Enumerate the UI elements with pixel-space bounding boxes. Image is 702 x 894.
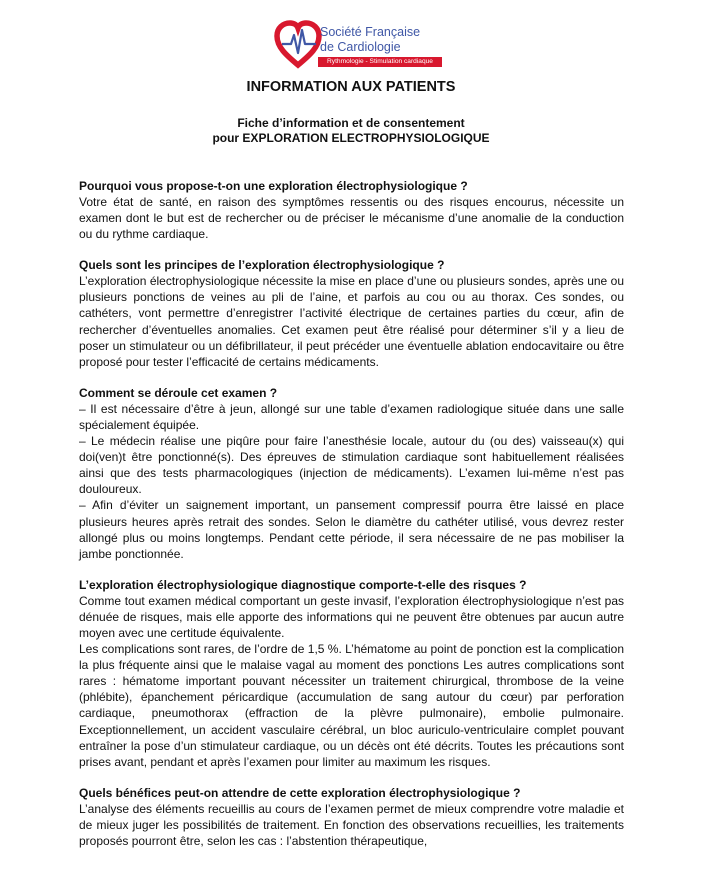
section-heading: L’exploration électrophysiologique diagnostique comporte-t-elle des risques ? <box>79 577 527 592</box>
section-heading: Quels bénéfices peut-on attendre de cette exploration électrophysiologique ? <box>79 785 521 800</box>
section-heading: Pourquoi vous propose-t-on une exploration électrophysiologique ? <box>79 179 468 193</box>
section-paragraph: L’exploration électrophysiologique nécessite la mise en place d’une ou plusieurs sondes, après une ou plusieurs ponctions de veines au pli de l’aine, et parfois au cou ou au thorax. Ces sondes, ou cathéters, vont permettre d’enregistrer l’activité électrique de certaines parties du cœur, afin de rechercher d’éventuelles anomalies. Cet examen peut être réalisé pour déterminer s’il y a lieu de poser un stimulateur ou un défibrillateur, il peut précéder une éventuelle ablation endocavitaire ou être proposé pour tester l’efficacité de certains médicaments. <box>79 274 624 369</box>
sfc-logo <box>274 20 440 70</box>
page-title: INFORMATION AUX PATIENTS <box>246 79 456 95</box>
section-paragraph: – Afin d’éviter un saignement important, un pansement compressif pourra être laissé en place plusieurs heures après retrait des sondes. Selon le diamètre du cathéter utilisé, vous devrez rester allongé plus ou moins longtemps. Pendant cette période, il sera nécessaire de ne pas mobiliser la jambe ponctionnée. <box>79 498 624 561</box>
section-paragraph: – Le médecin réalise une piqûre pour faire l’anesthésie locale, autour du (ou des) vaisseau(x) qui doi(ven)t être ponctionné(s). Des épreuves de stimulation cardiaque sont habituellement réalisées ainsi que des tests pharmacologiques (injection de médicaments). L’examen lui-même n’est pas douloureux. <box>79 434 624 497</box>
subtitle <box>0 116 702 146</box>
section-why <box>79 178 624 242</box>
heart-ecg-icon <box>274 20 322 70</box>
subtitle-line2: pour EXPLORATION ELECTROPHYSIOLOGIQUE <box>212 131 490 145</box>
section-paragraph: Les complications sont rares, de l’ordre de 1,5 %. L’hématome au point de ponction est la complication la plus fréquente ainsi que le malaise vagal au moment des ponctions Les autres complications sont rares : hématome important pouvant nécessiter un traitement chirurgical, thrombose de la veine (phlébite), épanchement péricardique (accumulation de sang autour du cœur) par perforation cardiaque, pneumothorax (effraction de la plèvre pulmonaire), embolie pulmonaire. Exceptionnellement, un accident vasculaire cérébral, un bloc auriculo-ventriculaire complet pouvant entraîner la pose d’un stimulateur cardiaque, ou un décès ont été décrits. Toutes les précautions sont prises avant, pendant et après l’examen pour limiter au maximum les risques. <box>79 642 624 769</box>
section-paragraph: – Il est nécessaire d’être à jeun, allongé sur une table d’examen radiologique située dans une salle spécialement équipée. <box>79 401 624 432</box>
section-principles <box>79 257 624 370</box>
section-risks <box>79 577 624 770</box>
section-procedure <box>79 385 624 562</box>
org-name <box>320 25 420 54</box>
org-name-line2: de Cardiologie <box>320 39 401 54</box>
document-body <box>79 178 624 864</box>
section-heading: Quels sont les principes de l’exploration électrophysiologique ? <box>79 258 445 273</box>
section-benefits <box>79 785 624 849</box>
section-heading: Comment se déroule cet examen ? <box>79 385 278 400</box>
section-paragraph: Votre état de santé, en raison des symptômes ressentis ou des risques encourus, nécessite un examen dont le but est de rechercher ou de préciser le mécanisme d’une anomalie de la conduction ou du rythme cardiaque. <box>79 195 624 242</box>
section-paragraph: L’analyse des éléments recueillis au cours de l’examen permet de mieux comprendre votre maladie et de mieux juger les possibilités de traitement. En fonction des observations recueillies, les traitements proposés pourront être, selon les cas : l’abstention thérapeutique, <box>79 801 624 848</box>
org-name-line1: Société Française <box>320 25 421 39</box>
subtitle-line1: Fiche d’information et de consentement <box>237 116 465 130</box>
logo-tagline: Rythmologie - Stimulation cardiaque <box>318 57 442 67</box>
section-paragraph: Comme tout examen médical comportant un geste invasif, l’exploration électrophysiologique n’est pas dénuée de risques, mais elle apporte des informations qui ne peuvent être obtenues par aucun autre moyen avec une certitude équivalente. <box>79 593 624 640</box>
